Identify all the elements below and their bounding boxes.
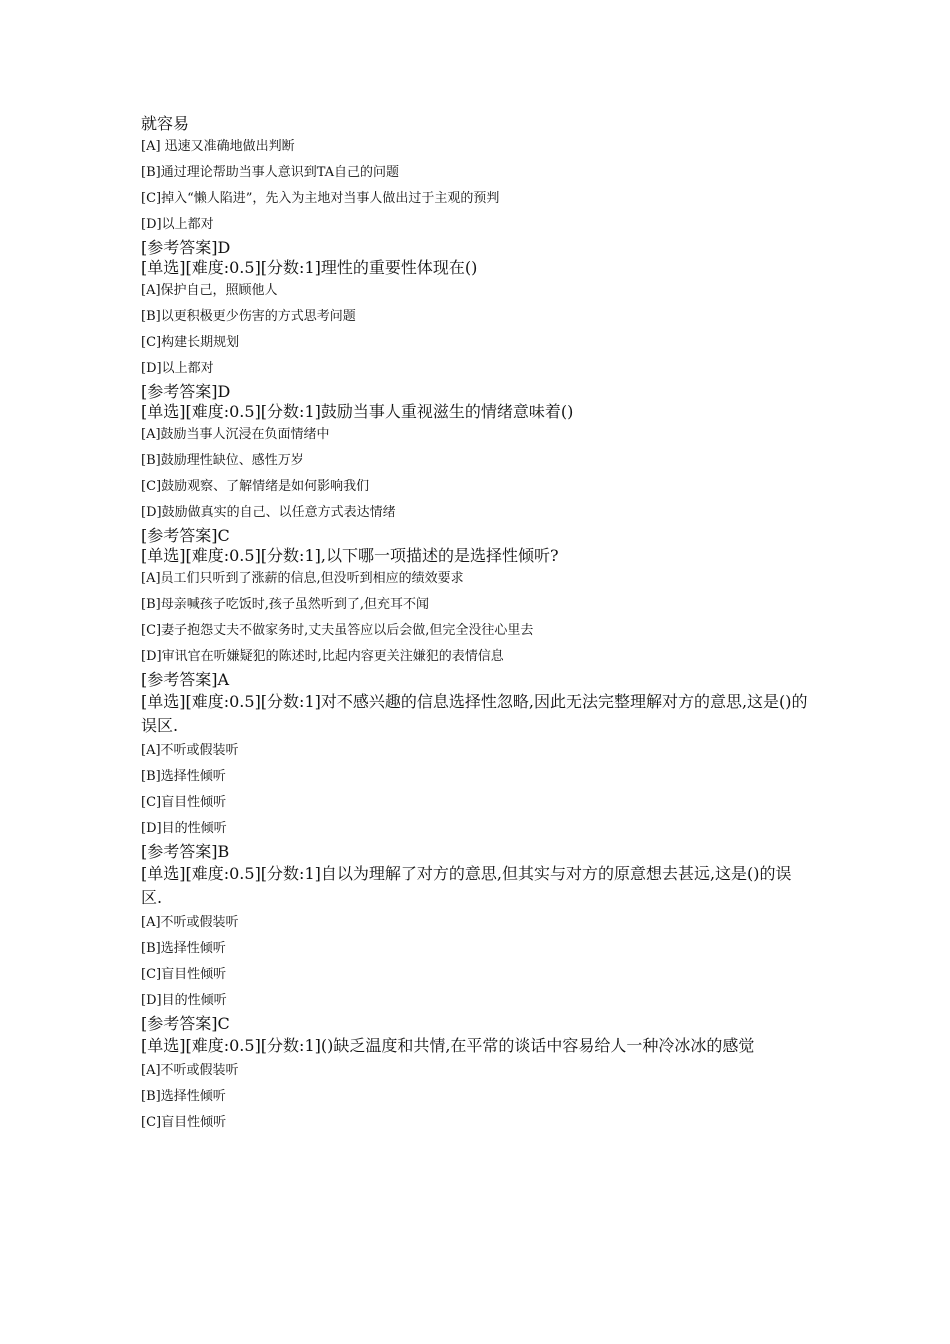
question-line: [单选][难度:0.5][分数:1]鼓励当事人重视滋生的情绪意味着() xyxy=(141,402,574,421)
answer-line: [参考答案]B xyxy=(141,842,230,861)
answer-line: [参考答案]D xyxy=(141,382,231,401)
option-b: [B]母亲喊孩子吃饭时,孩子虽然听到了,但充耳不闻 xyxy=(141,597,429,612)
option-b: [B]选择性倾听 xyxy=(141,941,226,956)
answer-line: [参考答案]C xyxy=(141,1014,230,1033)
option-c: [C]妻子抱怨丈夫不做家务时,丈夫虽答应以后会做,但完全没往心里去 xyxy=(141,623,534,638)
option-a: [A]不听或假装听 xyxy=(141,915,239,930)
option-d: [D]审讯官在听嫌疑犯的陈述时,比起内容更关注嫌犯的表情信息 xyxy=(141,649,504,664)
option-d: [D]以上都对 xyxy=(141,217,214,232)
answer-line: [参考答案]D xyxy=(141,238,231,257)
question-line: [单选][难度:0.5][分数:1]理性的重要性体现在() xyxy=(141,258,478,277)
answer-line: [参考答案]A xyxy=(141,670,230,689)
question-line: [单选][难度:0.5][分数:1]()缺乏温度和共情,在平常的谈话中容易给人一种冷冰冰的感觉 xyxy=(141,1036,755,1055)
option-b: [B]选择性倾听 xyxy=(141,1089,226,1104)
option-c: [C]盲目性倾听 xyxy=(141,967,227,982)
question-line: [单选][难度:0.5][分数:1],以下哪一项描述的是选择性倾听? xyxy=(141,546,559,565)
option-b: [B]通过理论帮助当事人意识到TA自己的问题 xyxy=(141,165,400,180)
option-b: [B]选择性倾听 xyxy=(141,769,226,784)
option-c: [C]掉入“懒人陷进”，先入为主地对当事人做出过于主观的预判 xyxy=(141,191,500,206)
option-a: [A]不听或假装听 xyxy=(141,1063,239,1078)
option-a: [A]不听或假装听 xyxy=(141,743,239,758)
question-line: [单选][难度:0.5][分数:1]自以为理解了对方的意思,但其实与对方的原意想去甚远,这是()的误区. xyxy=(141,864,792,907)
option-c: [C]盲目性倾听 xyxy=(141,795,227,810)
option-d: [D]目的性倾听 xyxy=(141,993,227,1008)
option-a: [A]员工们只听到了涨薪的信息,但没听到相应的绩效要求 xyxy=(141,571,464,586)
option-a: [A]鼓励当事人沉浸在负面情绪中 xyxy=(141,427,330,442)
option-d: [D]目的性倾听 xyxy=(141,821,227,836)
answer-line: [参考答案]C xyxy=(141,526,230,545)
question-line: [单选][难度:0.5][分数:1]对不感兴趣的信息选择性忽略,因此无法完整理解对方的意思,这是()的误区. xyxy=(141,692,808,735)
text-line: 就容易 xyxy=(141,114,190,133)
option-a: [A] 迅速又准确地做出判断 xyxy=(141,139,295,154)
option-b: [B]以更积极更少伤害的方式思考问题 xyxy=(141,309,356,324)
option-c: [C]鼓励观察、了解情绪是如何影响我们 xyxy=(141,479,370,494)
option-b: [B]鼓励理性缺位、感性万岁 xyxy=(141,453,304,468)
option-c: [C]构建长期规划 xyxy=(141,335,240,350)
option-c: [C]盲目性倾听 xyxy=(141,1115,227,1130)
option-d: [D]以上都对 xyxy=(141,361,214,376)
option-a: [A]保护自己，照顾他人 xyxy=(141,283,278,298)
document-body xyxy=(141,114,811,1136)
option-d: [D]鼓励做真实的自己、以任意方式表达情绪 xyxy=(141,505,396,520)
